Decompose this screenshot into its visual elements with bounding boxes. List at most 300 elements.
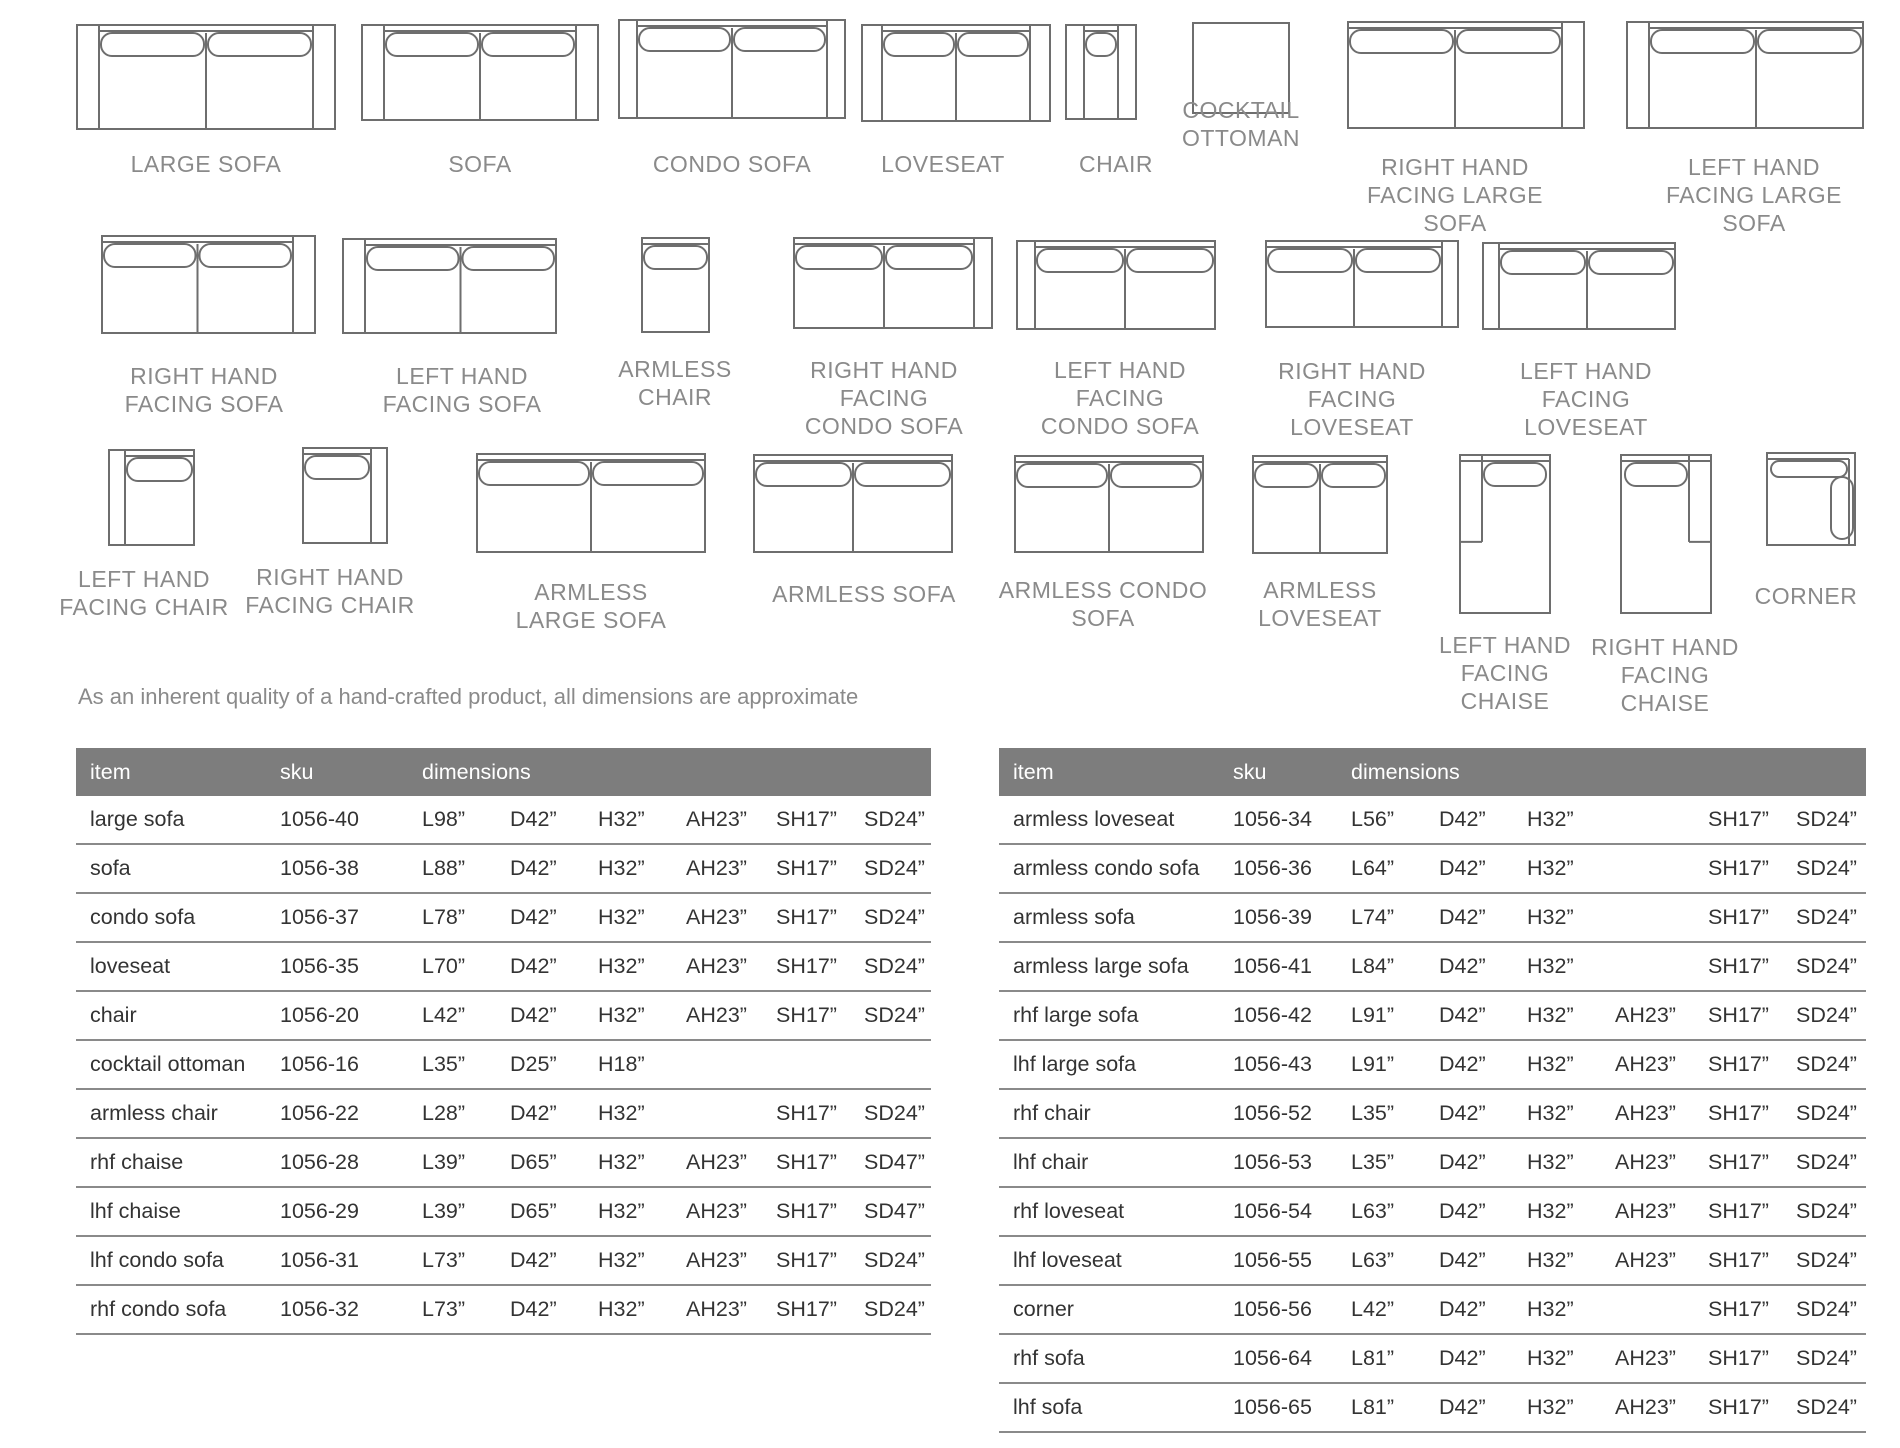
cell-sku: 1056-54	[1219, 1187, 1337, 1236]
cell-dimension: H32”	[1513, 1236, 1601, 1285]
cell-dimension: SD24”	[1782, 1138, 1866, 1187]
lhf-loveseat-label: LEFT HAND FACING LOVESEAT	[1520, 358, 1652, 440]
cell-dimension: D42”	[496, 893, 584, 942]
lhf-sofa-label: LEFT HAND FACING SOFA	[382, 363, 542, 417]
cell-dimension: L81”	[1337, 1383, 1425, 1432]
back-cushion	[1356, 249, 1440, 272]
back-cushion	[1037, 249, 1123, 272]
cell-dimension: SD24”	[1782, 796, 1866, 844]
cell-dimension: SD24”	[850, 1285, 931, 1334]
back-cushion	[367, 247, 459, 270]
rhf-chair-drawing	[303, 448, 387, 543]
back-cushion	[1350, 30, 1453, 53]
cell-sku: 1056-39	[1219, 893, 1337, 942]
cell-dimension: SD24”	[1782, 1236, 1866, 1285]
cell-dimension: SD24”	[850, 1236, 931, 1285]
rhf-condo-sofa-label: RIGHT HAND FACING CONDO SOFA	[804, 357, 964, 439]
cell-dimension: SH17”	[762, 1285, 850, 1334]
cell-dimension: D42”	[496, 991, 584, 1040]
cell-dimension: SD24”	[1782, 991, 1866, 1040]
cell-dimension: SD24”	[850, 796, 931, 844]
table-row	[999, 1187, 1866, 1236]
cell-sku: 1056-64	[1219, 1334, 1337, 1383]
back-cushion	[1501, 251, 1585, 274]
cell-item: rhf sofa	[999, 1334, 1219, 1383]
cell-dimension: L81”	[1337, 1334, 1425, 1383]
table-row	[999, 1089, 1866, 1138]
cell-item: lhf loveseat	[999, 1236, 1219, 1285]
cell-dimension: SH17”	[1694, 1040, 1782, 1089]
cell-item: armless sofa	[999, 893, 1219, 942]
rhf-large-sofa-drawing	[1348, 22, 1584, 128]
cell-dimension: H32”	[584, 1089, 672, 1138]
cell-dimension: SH17”	[762, 844, 850, 893]
rhf-chaise-label: RIGHT HAND FACING CHAISE	[1591, 634, 1739, 716]
cell-sku: 1056-34	[1219, 796, 1337, 844]
table-row	[76, 1040, 931, 1089]
cocktail-ottoman-label: COCKTAIL OTTOMAN	[1181, 97, 1301, 151]
cell-dimension: SD24”	[850, 1089, 931, 1138]
frame	[1266, 241, 1458, 327]
table-row	[76, 893, 931, 942]
spec-table-left	[76, 748, 931, 1335]
cell-item: cocktail ottoman	[76, 1040, 266, 1089]
lhf-large-sofa-drawing	[1627, 22, 1863, 128]
cell-dimension: SH17”	[1694, 844, 1782, 893]
cell-dimension: D42”	[1425, 1285, 1513, 1334]
cell-dimension: SD24”	[850, 991, 931, 1040]
cell-dimension: L56”	[1337, 796, 1425, 844]
rhf-large-sofa-label: RIGHT HAND FACING LARGE SOFA	[1367, 154, 1543, 236]
cell-dimension: SD24”	[850, 893, 931, 942]
cell-item: lhf large sofa	[999, 1040, 1219, 1089]
table-row	[999, 942, 1866, 991]
cell-dimension: D65”	[496, 1187, 584, 1236]
cell-dimension	[1601, 942, 1694, 991]
armless-large-sofa-drawing	[477, 454, 705, 552]
cell-dimension: D25”	[496, 1040, 584, 1089]
table-row	[999, 1285, 1866, 1334]
frame	[1066, 25, 1136, 119]
rhf-sofa-label: RIGHT HAND FACING SOFA	[124, 363, 284, 417]
back-cushion	[208, 33, 311, 56]
cell-item: rhf loveseat	[999, 1187, 1219, 1236]
back-cushion	[200, 244, 292, 267]
rhf-condo-sofa-drawing	[794, 238, 992, 328]
back-cushion	[593, 462, 703, 485]
cell-sku: 1056-22	[266, 1089, 408, 1138]
armless-large-sofa-label: ARMLESS LARGE SOFA	[515, 579, 667, 633]
cell-sku: 1056-31	[266, 1236, 408, 1285]
lhf-chair-label: LEFT HAND FACING CHAIR	[59, 566, 229, 620]
cell-sku: 1056-56	[1219, 1285, 1337, 1334]
lhf-sofa-drawing	[343, 239, 556, 333]
armless-sofa-label: ARMLESS SOFA	[772, 581, 956, 607]
cell-dimension: SD24”	[1782, 1040, 1866, 1089]
back-cushion	[1484, 463, 1546, 486]
rhf-chair-label: RIGHT HAND FACING CHAIR	[245, 564, 415, 618]
back-cushion	[463, 247, 555, 270]
cell-dimension: H32”	[1513, 1040, 1601, 1089]
cell-sku: 1056-29	[266, 1187, 408, 1236]
sofa-label: SOFA	[448, 151, 512, 177]
cell-item: loveseat	[76, 942, 266, 991]
cell-dimension: SH17”	[1694, 796, 1782, 844]
lhf-condo-sofa-label: LEFT HAND FACING CONDO SOFA	[1040, 357, 1200, 439]
back-cushion	[1255, 464, 1318, 487]
cell-dimension: SD47”	[850, 1187, 931, 1236]
cell-dimension: L39”	[408, 1187, 496, 1236]
cell-dimension: H32”	[1513, 1089, 1601, 1138]
cell-dimension: SH17”	[762, 893, 850, 942]
cell-dimension: AH23”	[1601, 991, 1694, 1040]
cell-dimension: D42”	[1425, 1138, 1513, 1187]
table-row	[76, 1089, 931, 1138]
cell-dimension: L84”	[1337, 942, 1425, 991]
back-cushion	[644, 246, 707, 269]
cell-dimension: D42”	[496, 1285, 584, 1334]
cell-item: sofa	[76, 844, 266, 893]
cell-sku: 1056-38	[266, 844, 408, 893]
cell-dimension: SH17”	[1694, 942, 1782, 991]
armless-loveseat-drawing	[1253, 456, 1387, 553]
frame	[1460, 455, 1550, 613]
frame	[642, 238, 709, 332]
cell-sku: 1056-65	[1219, 1383, 1337, 1432]
cell-item: lhf chair	[999, 1138, 1219, 1187]
chair-drawing	[1066, 25, 1136, 119]
cell-dimension: H32”	[1513, 844, 1601, 893]
header-item: item	[999, 748, 1219, 796]
corner-drawing	[1767, 453, 1855, 545]
cell-dimension: SD24”	[850, 844, 931, 893]
cell-dimension: L63”	[1337, 1236, 1425, 1285]
cell-dimension: L63”	[1337, 1187, 1425, 1236]
cell-dimension: L35”	[1337, 1138, 1425, 1187]
cell-dimension: D42”	[1425, 1334, 1513, 1383]
large-sofa-drawing	[77, 25, 335, 129]
cell-dimension: SH17”	[1694, 1285, 1782, 1334]
cell-dimension: D42”	[496, 796, 584, 844]
cell-dimension: L88”	[408, 844, 496, 893]
sofa-drawing	[362, 25, 598, 120]
cell-item: condo sofa	[76, 893, 266, 942]
back-cushion	[482, 33, 574, 56]
cell-dimension: SD24”	[1782, 1187, 1866, 1236]
cell-sku: 1056-42	[1219, 991, 1337, 1040]
cell-item: armless chair	[76, 1089, 266, 1138]
cell-dimension	[850, 1040, 931, 1089]
header-sku: sku	[1219, 748, 1337, 796]
cell-dimension: SD47”	[850, 1138, 931, 1187]
cell-dimension: L73”	[408, 1285, 496, 1334]
cell-dimension: D42”	[496, 942, 584, 991]
cell-dimension: L73”	[408, 1236, 496, 1285]
cell-item: lhf condo sofa	[76, 1236, 266, 1285]
cell-dimension: L98”	[408, 796, 496, 844]
armless-condo-sofa-label: ARMLESS CONDO SOFA	[998, 577, 1208, 631]
cell-dimension: SH17”	[1694, 1187, 1782, 1236]
table-row	[76, 1187, 931, 1236]
cell-dimension: L42”	[408, 991, 496, 1040]
cell-dimension: H32”	[584, 1236, 672, 1285]
cell-dimension: AH23”	[672, 1187, 762, 1236]
cell-dimension: H32”	[584, 844, 672, 893]
cell-sku: 1056-37	[266, 893, 408, 942]
table-row	[76, 942, 931, 991]
cell-dimension: SD24”	[1782, 893, 1866, 942]
frame	[1483, 243, 1675, 329]
table-row	[76, 844, 931, 893]
cell-dimension: D42”	[496, 1236, 584, 1285]
back-cushion	[1457, 30, 1560, 53]
cell-dimension: L91”	[1337, 991, 1425, 1040]
header-dimensions: dimensions	[1337, 748, 1866, 796]
cell-dimension: D42”	[1425, 1089, 1513, 1138]
rhf-loveseat-label: RIGHT HAND FACING LOVESEAT	[1278, 358, 1426, 440]
cell-dimension: SD24”	[1782, 1089, 1866, 1138]
loveseat-label: LOVESEAT	[881, 151, 1005, 177]
back-cushion	[127, 458, 192, 481]
frame	[1767, 453, 1855, 545]
disclaimer: As an inherent quality of a hand-crafted product, all dimensions are approximate	[78, 684, 859, 709]
cell-item: rhf chair	[999, 1089, 1219, 1138]
back-cushion	[734, 28, 825, 51]
chair-label: CHAIR	[1078, 151, 1154, 177]
cell-dimension: AH23”	[1601, 1138, 1694, 1187]
cell-dimension: L35”	[1337, 1089, 1425, 1138]
armless-sofa-drawing	[754, 455, 952, 552]
back-cushion	[886, 246, 972, 269]
cell-sku: 1056-16	[266, 1040, 408, 1089]
back-cushion	[1086, 33, 1116, 56]
cell-dimension: H32”	[1513, 1383, 1601, 1432]
cell-sku: 1056-28	[266, 1138, 408, 1187]
cell-dimension	[762, 1040, 850, 1089]
back-cushion	[305, 456, 369, 479]
cell-sku: 1056-35	[266, 942, 408, 991]
back-cushion	[1758, 30, 1861, 53]
cell-dimension: AH23”	[1601, 1040, 1694, 1089]
frame	[343, 239, 556, 333]
cell-item: lhf chaise	[76, 1187, 266, 1236]
header-dimensions: dimensions	[408, 748, 931, 796]
cell-dimension: L70”	[408, 942, 496, 991]
cell-dimension: SD24”	[1782, 1334, 1866, 1383]
cell-dimension: H32”	[584, 1138, 672, 1187]
cell-dimension	[1601, 1285, 1694, 1334]
cell-dimension: AH23”	[672, 942, 762, 991]
lhf-chaise-label: LEFT HAND FACING CHAISE	[1439, 632, 1571, 714]
lhf-chair-drawing	[109, 450, 194, 545]
armless-chair-label: ARMLESS CHAIR	[618, 356, 732, 410]
cell-dimension: H32”	[1513, 1187, 1601, 1236]
cell-dimension: AH23”	[672, 796, 762, 844]
cell-dimension: L39”	[408, 1138, 496, 1187]
cell-dimension: H32”	[1513, 942, 1601, 991]
cell-dimension: L35”	[408, 1040, 496, 1089]
header-sku: sku	[266, 748, 408, 796]
cell-dimension: H32”	[584, 1285, 672, 1334]
cell-sku: 1056-53	[1219, 1138, 1337, 1187]
table-row	[999, 1040, 1866, 1089]
back-cushion	[386, 33, 478, 56]
cell-sku: 1056-40	[266, 796, 408, 844]
cell-item: rhf chaise	[76, 1138, 266, 1187]
cell-dimension: AH23”	[672, 991, 762, 1040]
lhf-condo-sofa-drawing	[1017, 241, 1215, 329]
cell-dimension: AH23”	[672, 893, 762, 942]
cell-dimension: H32”	[584, 893, 672, 942]
spec-table-right	[999, 748, 1866, 1433]
table-header-row	[76, 748, 931, 796]
cell-dimension: AH23”	[1601, 1187, 1694, 1236]
table-row	[999, 796, 1866, 844]
cell-dimension: L64”	[1337, 844, 1425, 893]
cell-dimension: L28”	[408, 1089, 496, 1138]
back-cushion	[1771, 461, 1847, 477]
cell-dimension: SH17”	[1694, 1089, 1782, 1138]
cell-dimension: H32”	[584, 942, 672, 991]
cell-dimension: D42”	[496, 1089, 584, 1138]
back-cushion	[855, 463, 950, 486]
cell-dimension: SD24”	[1782, 844, 1866, 893]
cell-item: armless loveseat	[999, 796, 1219, 844]
table-row	[999, 893, 1866, 942]
condo-sofa-drawing	[619, 20, 845, 118]
cell-dimension: SD24”	[850, 942, 931, 991]
frame	[1348, 22, 1584, 128]
cell-dimension: AH23”	[1601, 1089, 1694, 1138]
cell-dimension: SH17”	[762, 1089, 850, 1138]
cell-dimension: SH17”	[762, 1138, 850, 1187]
rhf-chaise-drawing	[1621, 455, 1711, 613]
frame	[1017, 241, 1215, 329]
armless-chair-drawing	[642, 238, 709, 332]
cell-dimension: D42”	[1425, 893, 1513, 942]
cell-dimension: D65”	[496, 1138, 584, 1187]
cell-dimension: AH23”	[672, 1285, 762, 1334]
rhf-sofa-drawing	[102, 236, 315, 333]
cell-dimension: H32”	[1513, 796, 1601, 844]
large-sofa-label: LARGE SOFA	[130, 151, 282, 177]
header-item: item	[76, 748, 266, 796]
cell-sku: 1056-55	[1219, 1236, 1337, 1285]
cell-dimension	[1601, 893, 1694, 942]
cell-dimension: SH17”	[1694, 1383, 1782, 1432]
cell-dimension: H32”	[584, 796, 672, 844]
cell-sku: 1056-52	[1219, 1089, 1337, 1138]
back-cushion	[1017, 464, 1107, 487]
table-row	[999, 1138, 1866, 1187]
table-row	[76, 1138, 931, 1187]
cell-dimension: SH17”	[1694, 1334, 1782, 1383]
cell-dimension: AH23”	[1601, 1236, 1694, 1285]
cell-dimension: D42”	[1425, 1040, 1513, 1089]
cell-dimension: SH17”	[762, 796, 850, 844]
frame	[109, 450, 194, 545]
armless-condo-sofa-drawing	[1015, 456, 1203, 552]
cell-dimension: SH17”	[1694, 1236, 1782, 1285]
cell-item: lhf sofa	[999, 1383, 1219, 1432]
lhf-large-sofa-label: LEFT HAND FACING LARGE SOFA	[1666, 154, 1842, 236]
cell-dimension	[1601, 796, 1694, 844]
cell-dimension: SH17”	[762, 942, 850, 991]
cell-item: chair	[76, 991, 266, 1040]
table-row	[76, 991, 931, 1040]
cell-item: armless condo sofa	[999, 844, 1219, 893]
back-cushion	[1589, 251, 1673, 274]
cell-dimension: SD24”	[1782, 1383, 1866, 1432]
back-cushion	[1625, 463, 1687, 486]
cell-dimension: H18”	[584, 1040, 672, 1089]
frame	[794, 238, 992, 328]
back-cushion	[958, 33, 1028, 56]
frame	[1627, 22, 1863, 128]
cell-dimension: L42”	[1337, 1285, 1425, 1334]
cell-dimension: D42”	[1425, 844, 1513, 893]
cell-dimension: H32”	[1513, 1285, 1601, 1334]
rhf-loveseat-drawing	[1266, 241, 1458, 327]
cell-dimension: SH17”	[762, 1236, 850, 1285]
armless-loveseat-label: ARMLESS LOVESEAT	[1258, 577, 1382, 631]
cell-item: rhf condo sofa	[76, 1285, 266, 1334]
condo-sofa-label: CONDO SOFA	[652, 151, 812, 177]
cell-sku: 1056-20	[266, 991, 408, 1040]
cell-dimension: SH17”	[1694, 1138, 1782, 1187]
cell-dimension: D42”	[1425, 991, 1513, 1040]
back-cushion	[1111, 464, 1201, 487]
cell-sku: 1056-32	[266, 1285, 408, 1334]
cell-dimension: AH23”	[672, 844, 762, 893]
cell-dimension: SH17”	[1694, 991, 1782, 1040]
back-cushion	[1651, 30, 1754, 53]
cell-dimension	[672, 1089, 762, 1138]
cell-dimension: AH23”	[1601, 1334, 1694, 1383]
cell-dimension: D42”	[1425, 796, 1513, 844]
cell-dimension: H32”	[1513, 1138, 1601, 1187]
table-row	[999, 1383, 1866, 1432]
table-row	[999, 1236, 1866, 1285]
cell-dimension: SH17”	[762, 991, 850, 1040]
back-cushion	[884, 33, 954, 56]
back-cushion	[101, 33, 204, 56]
table-row	[76, 1285, 931, 1334]
table-row	[76, 1236, 931, 1285]
table-row	[76, 796, 931, 844]
back-cushion	[1268, 249, 1352, 272]
back-cushion	[796, 246, 882, 269]
back-cushion	[1127, 249, 1213, 272]
back-cushion	[639, 28, 730, 51]
cell-dimension	[672, 1040, 762, 1089]
cell-dimension: L74”	[1337, 893, 1425, 942]
cell-dimension: H32”	[584, 991, 672, 1040]
cell-dimension: SD24”	[1782, 1285, 1866, 1334]
cell-dimension: L78”	[408, 893, 496, 942]
cell-dimension: D42”	[1425, 942, 1513, 991]
cell-dimension: AH23”	[672, 1236, 762, 1285]
cell-item: large sofa	[76, 796, 266, 844]
cell-dimension: H32”	[1513, 1334, 1601, 1383]
table-row	[999, 991, 1866, 1040]
cell-dimension: D42”	[1425, 1383, 1513, 1432]
cell-dimension: D42”	[496, 844, 584, 893]
cell-dimension	[1601, 844, 1694, 893]
lhf-chaise-drawing	[1460, 455, 1550, 613]
cell-dimension: SH17”	[762, 1187, 850, 1236]
back-cushion	[1322, 464, 1385, 487]
